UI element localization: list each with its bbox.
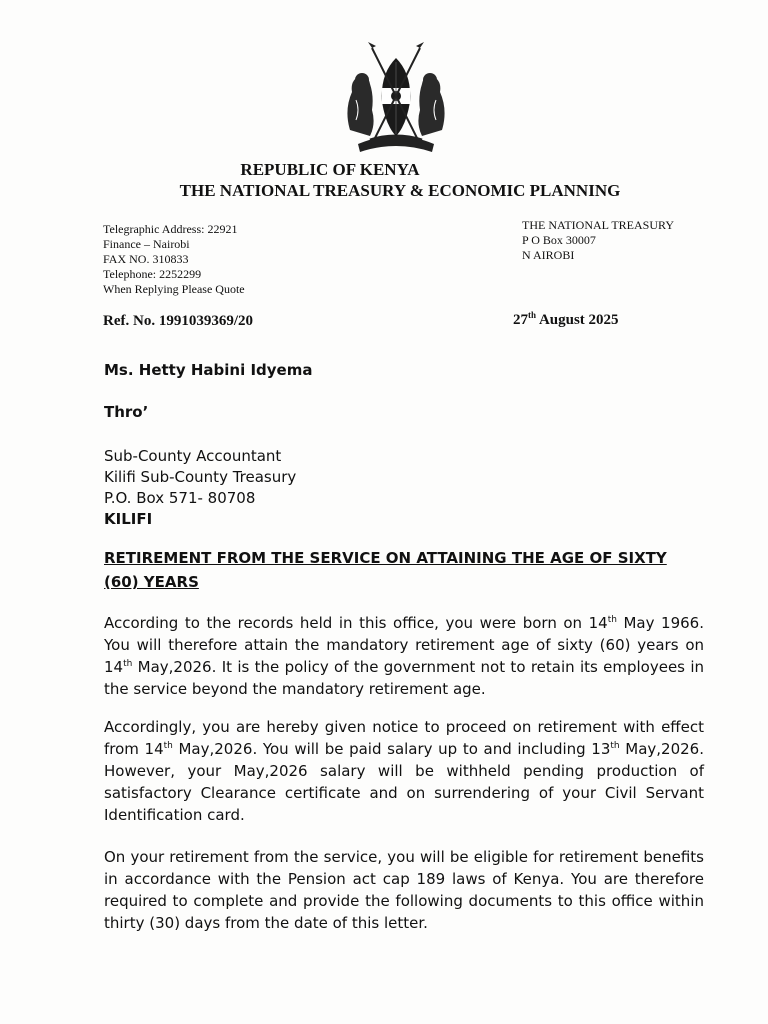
address-line: Kilifi Sub-County Treasury (104, 468, 297, 486)
contact-line: P O Box 30007 (522, 233, 596, 247)
through-label: Thro’ (104, 403, 149, 421)
contact-line: Finance – Nairobi (103, 237, 190, 251)
address-line: Sub-County Accountant (104, 447, 282, 465)
recipient-address (104, 446, 296, 530)
contact-line: When Replying Please Quote (103, 282, 245, 296)
subject-heading: RETIREMENT FROM THE SERVICE ON ATTAINING THE AGE OF SIXTY (60) YEARS (104, 549, 667, 591)
contact-line: THE NATIONAL TREASURY (522, 218, 674, 232)
address-town: KILIFI (104, 510, 153, 528)
contact-line: N AIROBI (522, 248, 575, 262)
contact-line: Telephone: 2252299 (103, 267, 202, 281)
contact-line: Telegraphic Address: 22921 (103, 222, 238, 236)
header-country: REPUBLIC OF KENYA (240, 160, 420, 179)
paragraph-2: Accordingly, you are hereby given notice to proceed on retirement with effect from 14th May,2026. You will be paid salary up to and including 13th May,2026. However, your May,2026 salary will be withheld pending production of satisfactory Clearance certificate and on surrendering of your Civil Servant Identification card. (104, 718, 704, 824)
paragraph-1: According to the records held in this office, you were born on 14th May 1966. You will therefore attain the mandatory retirement age of sixty (60) years on 14th May,2026. It is the policy of the government not to retain its employees in the service beyond the mandatory retirement age. (104, 614, 704, 698)
recipient-name: Ms. Hetty Habini Idyema (104, 361, 313, 379)
paragraph-3: On your retirement from the service, you will be eligible for retirement benefits in accordance with the Pension act cap 189 laws of Kenya. You are therefore required to complete and provide the following documents to this office within thirty (30) days from the date of this letter. (104, 848, 704, 932)
header-ministry: THE NATIONAL TREASURY & ECONOMIC PLANNING (179, 181, 621, 200)
contact-details-right (522, 218, 674, 263)
reference-number: Ref. No. 1991039369/20 (103, 313, 253, 329)
letter-date: 27th August 2025 (513, 310, 619, 328)
contact-details-left (103, 222, 245, 297)
contact-line: FAX NO. 310833 (103, 252, 189, 266)
coat-of-arms-emblem (336, 40, 456, 160)
address-line: P.O. Box 571- 80708 (104, 489, 256, 507)
